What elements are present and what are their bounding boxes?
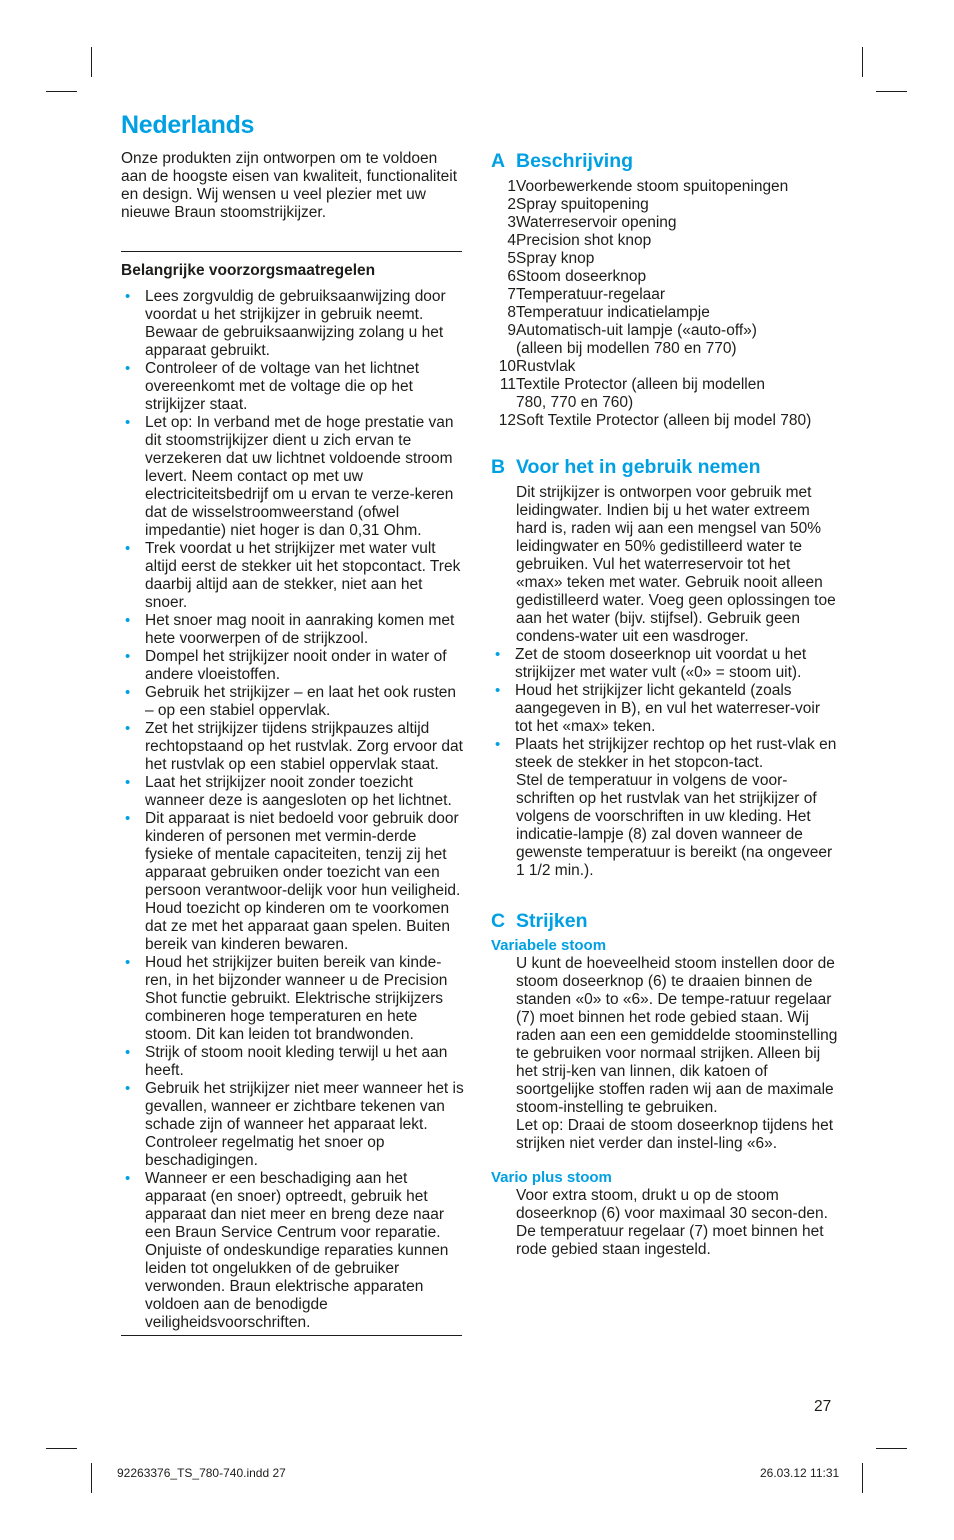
- list-item: 780, 770 en 760): [516, 394, 634, 411]
- list-item: 8 Temperatuur indicatielampje: [507, 304, 710, 321]
- list-item: • Houd het strijkijzer buiten bereik van kinde-ren, in het bijzonder wanneer u de Precision Shot functie gebruikt. Elektrische strijkijzers combineren hoge temperaturen en hete stoom. Dit kan leiden tot brandwonden.: [125, 954, 448, 1043]
- vario-plus-text: Voor extra stoom, drukt u op de stoom doseerknop (6) voor maximaal 30 secon-den.: [516, 1187, 828, 1222]
- crop-mark-top-right-vertical: [862, 47, 863, 77]
- list-item: 1 Voorbewerkende stoom spuitopeningen: [507, 178, 789, 195]
- right-column: [491, 150, 841, 1259]
- list-item: • Plaats het strijkijzer rechtop op het rust-vlak en steek de stekker in het stopcon-tact.: [495, 736, 837, 771]
- precautions-list: [121, 288, 466, 1332]
- bullet-icon: •: [125, 648, 131, 665]
- bullet-icon: •: [125, 684, 131, 701]
- list-item: 12 Soft Textile Protector (alleen bij model 780): [498, 412, 812, 429]
- list-item: • Laat het strijkijzer nooit zonder toezicht wanneer deze is aangesloten op het lichtnet.: [125, 774, 452, 809]
- bullet-icon: •: [125, 540, 131, 557]
- list-item: • Controleer of de voltage van het lichtnet overeenkomt met de voltage die op het strijkijzer staat.: [125, 360, 420, 413]
- crop-mark-top-left-vertical: [91, 47, 92, 77]
- list-item: • Zet de stoom doseerknop uit voordat u het strijkijzer met water vult («0» = stoom uit).: [495, 646, 807, 681]
- page-title: Nederlands: [121, 111, 255, 139]
- list-item: 4 Precision shot knop: [507, 232, 652, 249]
- list-item: 10 Rustvlak: [498, 358, 576, 375]
- crop-mark-top-left-horizontal: [46, 91, 77, 92]
- crop-mark-bottom-right-horizontal: [876, 1448, 907, 1449]
- list-item: 6 Stoom doseerknop: [507, 268, 647, 285]
- list-item: • Gebruik het strijkijzer – en laat het ook rusten – op een stabiel oppervlak.: [125, 684, 457, 719]
- bullet-icon: •: [495, 682, 501, 699]
- intro-paragraph: Onze produkten zijn ontworpen om te voldoen aan de hoogste eisen van kwaliteit, functionaliteit en design. Wij wensen u veel plezier met uw nieuwe Braun stoomstrijkijzer.: [121, 150, 458, 221]
- bullet-icon: •: [495, 646, 501, 663]
- list-item: • Let op: In verband met de hoge prestatie van dit stoomstrijkijzer dient u zich ervan te verzekeren dat uw lichtnet voldoende stroom levert. Neem contact op met uw electriciteitsbedrijf om u ervan te verze-keren dat de wisselstroomweerstand (ofwel impedantie) niet hoger is dan 0,31 Ohm.: [125, 414, 454, 539]
- bullet-icon: •: [125, 810, 131, 827]
- list-item: 11 Textile Protector (alleen bij modellen: [499, 376, 765, 393]
- bullet-icon: •: [125, 1080, 131, 1097]
- list-item: • Dompel het strijkijzer nooit onder in water of andere vloeistoffen.: [125, 648, 447, 683]
- section-a-title: Beschrijving: [516, 150, 634, 172]
- divider-bottom: [121, 1335, 462, 1336]
- list-item: • Strijk of stoom nooit kleding terwijl u het aan heeft.: [125, 1044, 448, 1079]
- list-item: • Gebruik het strijkijzer niet meer wanneer het is gevallen, wanneer er zichtbare tekenen van schade zijn of wanneer het apparaat lekt. Controleer regelmatig het snoer op beschadigingen.: [125, 1080, 464, 1169]
- footer-filename: 92263376_TS_780-740.indd 27: [117, 1466, 286, 1480]
- section-c-title: Strijken: [516, 910, 588, 932]
- bullet-icon: •: [125, 1170, 131, 1187]
- list-item: • Het snoer mag nooit in aanraking komen met hete voorwerpen of de strijkzool.: [125, 612, 455, 647]
- list-item: • Trek voordat u het strijkijzer met water vult altijd eerst de stekker uit het stopcontact. Trek daarbij altijd aan de stekker, niet aan het snoer.: [125, 540, 461, 611]
- crop-mark-bottom-left-horizontal: [46, 1448, 77, 1449]
- variabele-stoom-heading: Variabele stoom: [491, 937, 607, 954]
- crop-mark-bottom-left-vertical: [91, 1463, 92, 1493]
- list-item: (alleen bij modellen 780 en 770): [516, 340, 737, 357]
- section-a-heading: [491, 150, 841, 172]
- vario-plus-note: De temperatuur regelaar (7) moet binnen het rode gebied staan ingesteld.: [516, 1223, 824, 1258]
- bullet-icon: •: [125, 612, 131, 629]
- bullet-icon: •: [125, 954, 131, 971]
- crop-mark-bottom-right-vertical: [862, 1463, 863, 1493]
- section-b-letter: B: [491, 456, 506, 478]
- section-c-letter: C: [491, 910, 506, 932]
- section-b-title: Voor het in gebruik nemen: [516, 456, 761, 478]
- bullet-icon: •: [495, 736, 501, 753]
- list-item: 3 Waterreservoir opening: [507, 214, 677, 231]
- parts-list: [491, 178, 841, 430]
- variabele-stoom-note: Let op: Draai de stoom doseerknop tijdens het strijken niet verder dan instel-ling «6».: [516, 1117, 834, 1152]
- bullet-icon: •: [125, 360, 131, 377]
- list-item: • Zet het strijkijzer tijdens strijkpauzes altijd rechtopstaand op het rustvlak. Zorg ervoor dat het rustvlak op een stabiel oppervlak staat.: [125, 720, 463, 773]
- section-b-intro: Dit strijkijzer is ontworpen voor gebruik met leidingwater. Indien bij u het water extreem hard is, raden wij aan een mengsel van 50% leidingwater en 50% gedistilleerd water te gebruiken. Vul het waterreservoir tot het «max» teken met water. Gebruik nooit alleen gedistilleerd water. Voeg geen oplossingen toe aan het water (bijv. stijfsel). Gebruik geen condens-water uit een wasdroger.: [516, 484, 836, 645]
- list-item: • Dit apparaat is niet bedoeld voor gebruik door kinderen of personen met vermin-derde fysieke of mentale capaciteiten, tenzij zij het apparaat gebruiken onder toezicht van een persoon verantwoor-delijk voor hun veiligheid. Houd toezicht op kinderen om te voorkomen dat ze met het apparaat gaan spelen. Buiten bereik van kinderen bewaren.: [125, 810, 461, 953]
- bullet-icon: •: [125, 774, 131, 791]
- section-c-heading: [491, 910, 841, 932]
- section-b-list: [491, 646, 841, 772]
- list-item: • Houd het strijkijzer licht gekanteld (zoals aangegeven in B), en vul het waterreser-voir tot het «max» teken.: [495, 682, 820, 735]
- section-a-letter: A: [491, 150, 506, 172]
- precautions-heading: Belangrijke voorzorgsmaatregelen: [121, 262, 376, 279]
- list-item: • Wanneer er een beschadiging aan het apparaat (en snoer) optreedt, gebruik het apparaat dan niet meer en breng deze naar een Braun Service Centrum voor reparatie. Onjuiste of ondeskundige reparaties kunnen leiden tot ongelukken of de gebruiker verwonden. Braun elektrische apparaten voldoen aan de benodigde veiligheidsvoorschriften.: [125, 1170, 449, 1331]
- section-b-heading: [491, 456, 841, 478]
- divider-top: [121, 251, 462, 252]
- bullet-icon: •: [125, 1044, 131, 1061]
- section-b-outro: Stel de temperatuur in volgens de voor-schriften op het rustvlak van het strijkijzer of volgens de voorschriften in uw kleding. Het indicatie-lampje (8) zal doven wanneer de gewenste temperatuur is bereikt (na ongeveer 1 1/2 min.).: [516, 772, 833, 879]
- left-column: [121, 150, 466, 1336]
- list-item: 2 Spray spuitopening: [507, 196, 649, 213]
- vario-plus-heading: Vario plus stoom: [491, 1169, 612, 1186]
- page-number: 27: [814, 1398, 832, 1415]
- bullet-icon: •: [125, 720, 131, 737]
- bullet-icon: •: [125, 288, 131, 305]
- crop-mark-top-right-horizontal: [876, 91, 907, 92]
- bullet-icon: •: [125, 414, 131, 431]
- list-item: • Lees zorgvuldig de gebruiksaanwijzing door voordat u het strijkijzer in gebruik neemt. Bewaar de gebruiksaanwijzing zolang u het apparaat gebruikt.: [125, 288, 446, 359]
- list-item: 5 Spray knop: [507, 250, 595, 267]
- list-item: 7 Temperatuur-regelaar: [507, 286, 666, 303]
- footer-date: 26.03.12 11:31: [760, 1466, 840, 1480]
- variabele-stoom-text: U kunt de hoeveelheid stoom instellen door de stoom doseerknop (6) te draaien binnen de standen «0» to «6». De tempe-ratuur regelaar (7) moet binnen het rode gebied staan. Wij raden aan een een gemiddelde stoominstelling te gebruiken voor normaal strijken. Alleen bij het strij-ken van linnen, dik katoen of soortgelijke stoffen raden wij aan de maximale stoom-instelling te gebruiken.: [516, 955, 838, 1116]
- list-item: 9 Automatisch-uit lampje («auto-off»): [507, 322, 757, 339]
